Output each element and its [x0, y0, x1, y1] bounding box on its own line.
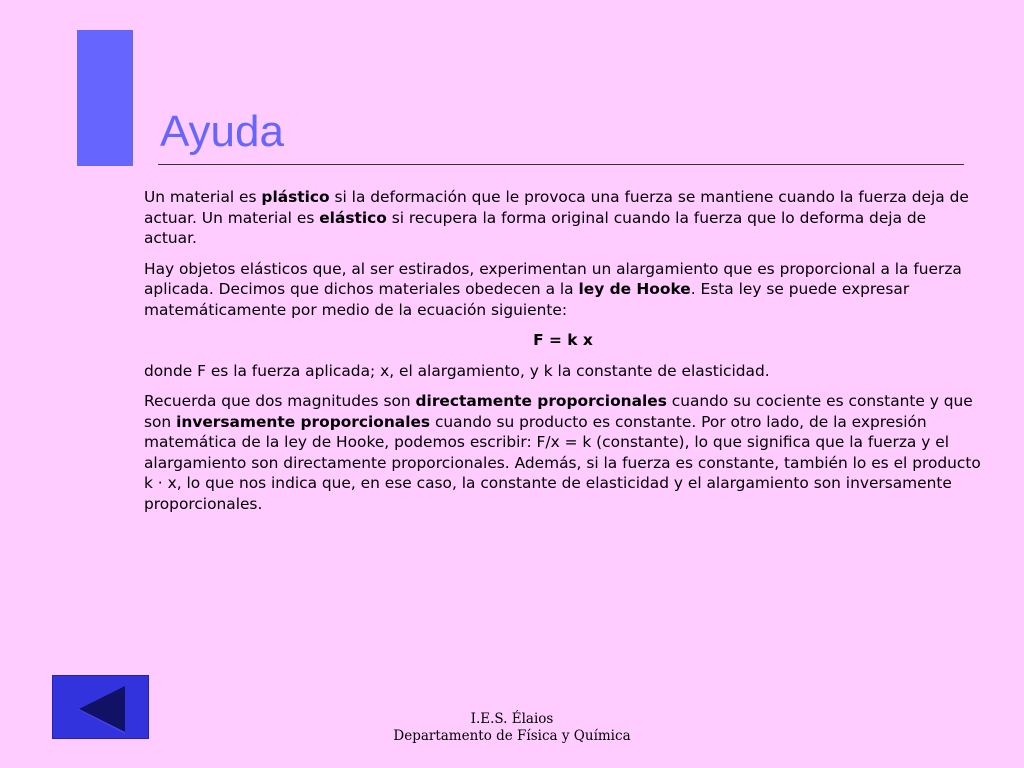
term-ley-de-hooke: ley de Hooke — [578, 280, 691, 298]
triangle-left-icon — [53, 676, 150, 740]
title-divider — [158, 164, 964, 165]
text-segment: si la deformación que le provoca una fuerza se mantiene cuando la fuerza deja de actuar. Un material es — [144, 188, 969, 227]
term-directamente-proporcionales: directamente proporcionales — [415, 392, 667, 410]
text-segment: cuando su cociente es constante y que son — [144, 392, 973, 431]
school-name: I.E.S. Élaios — [470, 711, 554, 727]
paragraph-variables: donde F es la fuerza aplicada; x, el alargamiento, y k la constante de elasticidad. — [144, 361, 770, 380]
text-segment: Recuerda que dos magnitudes son — [144, 392, 416, 410]
text-segment: . Esta ley se puede expresar matemáticamente por medio de la ecuación siguiente: — [144, 280, 910, 319]
paragraph-plastic-elastic — [144, 187, 982, 249]
footer — [362, 711, 662, 745]
term-elastico: elástico — [319, 208, 387, 227]
text-segment: Un material es — [144, 188, 262, 206]
title-accent-bar — [77, 30, 133, 166]
department-name: Departamento de Física y Química — [393, 728, 631, 744]
term-inversamente-proporcionales: inversamente proporcionales — [176, 412, 431, 431]
hooke-formula: F = k x — [533, 331, 593, 349]
term-plastico: plástico — [261, 188, 330, 206]
text-segment: cuando su producto es constante. Por otro lado, de la expresión matemática de la ley de Hooke, podemos escribir: F/x = k (constante), lo que significa que la fuerza y el alargamiento son directamente proporcionales. Además, si la fuerza es constante, también lo es el producto k · x, lo que nos indica que, en ese caso, la constante de elasticidad y el alargamiento son inversamente proporcionales. — [144, 412, 981, 513]
back-button[interactable] — [52, 675, 149, 739]
text-segment: si recupera la forma original cuando la fuerza que lo deforma deja de actuar. — [144, 208, 927, 247]
help-content — [144, 187, 982, 524]
paragraph-proportionality — [144, 391, 982, 514]
paragraph-hooke-law — [144, 259, 982, 321]
page-title: Ayuda — [160, 107, 284, 156]
text-segment: Hay objetos elásticos que, al ser estirados, experimentan un alargamiento que es proporcional a la fuerza aplicada. Decimos que dichos materiales obedecen a la — [144, 259, 962, 298]
